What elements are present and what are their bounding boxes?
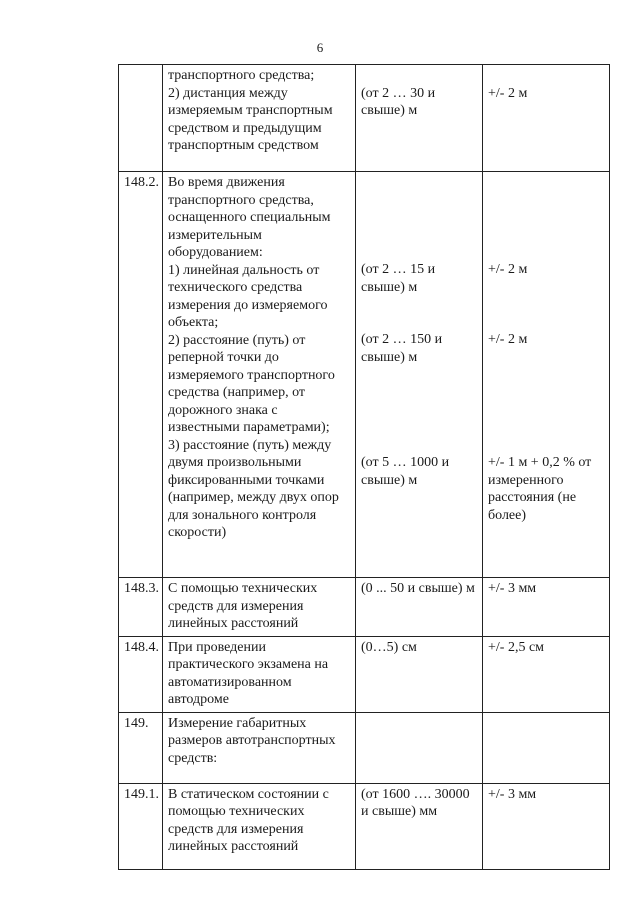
error-part: +/- 1 м + 0,2 % от измеренного расстояния (не более) [488, 455, 592, 523]
measurement-table [118, 64, 610, 870]
table-row [119, 636, 610, 712]
measurement-error [483, 172, 610, 578]
item-number [119, 65, 163, 172]
page-number: 6 [316, 40, 324, 55]
measurement-range: (от 1600 …. 30000 и свыше) мм [356, 783, 483, 869]
range-part [361, 67, 477, 85]
description-part: Во время движения транспортного средства, оснащенного специальным измерительным оборудованием: [168, 175, 331, 260]
range-part: (от 2 … 30 и свыше) м [361, 85, 436, 118]
range-part: (от 2 … 150 и свыше) м [361, 332, 443, 365]
table-row [119, 172, 610, 578]
item-number: 148.3. [119, 578, 163, 637]
measurement-range: (0 ... 50 и свыше) м [356, 578, 483, 637]
measurement-range [356, 712, 483, 783]
description-part: транспортного средства; [168, 68, 315, 83]
measurement-range: (0…5) см [356, 636, 483, 712]
item-description [163, 172, 356, 578]
table-row [119, 712, 610, 783]
error-part: +/- 2 м [488, 332, 528, 347]
measurement-error [483, 65, 610, 172]
table-row [119, 578, 610, 637]
description-part: 2) расстояние (путь) от реперной точки до измеряемого транспортного средства (например, от дорожного знака с известными параметрами); [168, 332, 335, 435]
description-part: 2) дистанция между измеряемым транспортным средством и предыдущим транспортным средством [168, 85, 333, 153]
item-number: 149. [119, 712, 163, 783]
range-part: (от 5 … 1000 и свыше) м [361, 455, 450, 488]
item-description: С помощью технических средств для измерения линейных расстояний [163, 578, 356, 637]
measurement-error: +/- 2,5 см [483, 636, 610, 712]
item-number: 148.4. [119, 636, 163, 712]
measurement-range [356, 65, 483, 172]
item-description: Измерение габаритных размеров автотранспортных средств: [163, 712, 356, 783]
description-part: 3) расстояние (путь) между двумя произвольными фиксированными точками (например, между двух опор для зонального контроля скорости) [168, 437, 339, 540]
measurement-error: +/- 3 мм [483, 578, 610, 637]
item-number: 149.1. [119, 783, 163, 869]
item-description: При проведении практического экзамена на автоматизированном автодроме [163, 636, 356, 712]
error-part: +/- 2 м [488, 262, 528, 277]
range-part: (от 2 … 15 и свыше) м [361, 262, 436, 295]
item-description [163, 65, 356, 172]
measurement-range [356, 172, 483, 578]
item-description: В статическом состоянии с помощью технических средств для измерения линейных расстояний [163, 783, 356, 869]
item-number: 148.2. [119, 172, 163, 578]
table-row [119, 783, 610, 869]
description-part: 1) линейная дальность от технического средства измерения до измеряемого объекта; [168, 262, 328, 330]
measurement-error [483, 712, 610, 783]
measurement-error: +/- 3 мм [483, 783, 610, 869]
table-row [119, 65, 610, 172]
error-part [488, 67, 604, 85]
error-part: +/- 2 м [488, 85, 528, 101]
